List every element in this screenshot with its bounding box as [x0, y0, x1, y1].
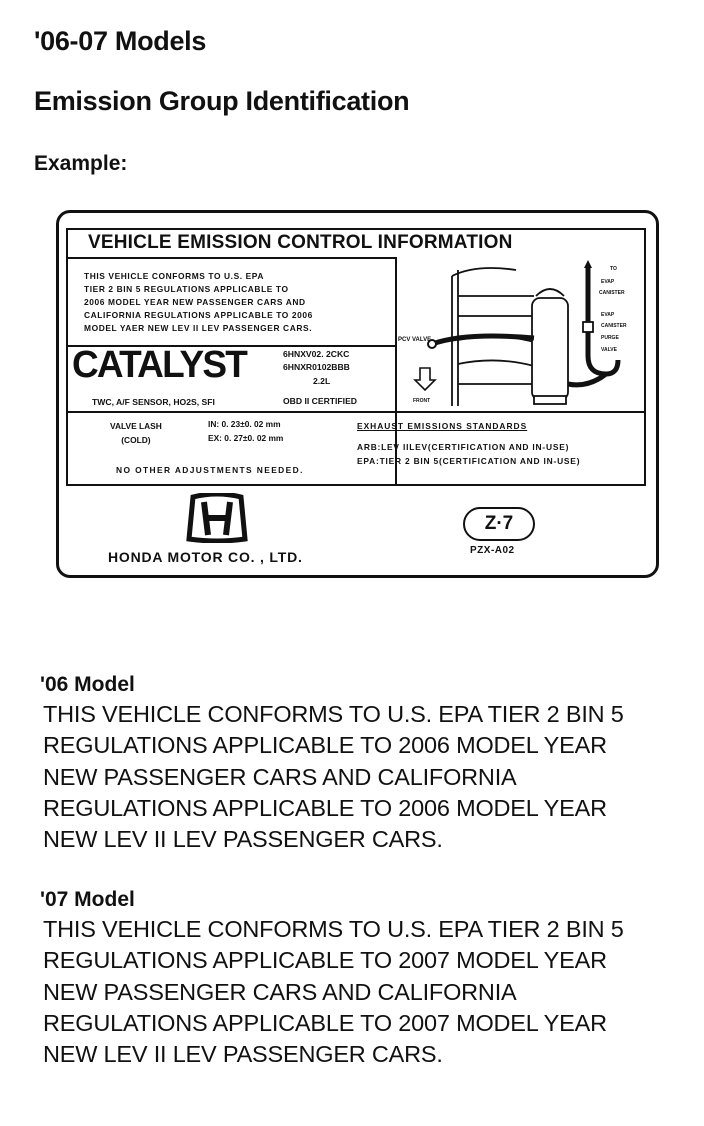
canister-label: CANISTER	[599, 290, 625, 296]
model-07-heading: '07 Model	[40, 888, 135, 911]
obd-certified: OBD II CERTIFIED	[283, 396, 358, 406]
exhaust-standards-title: EXHAUST EMISSIONS STANDARDS	[357, 421, 528, 431]
exhaust-arb-line: ARB:LEV IILEV(CERTIFICATION AND IN-USE)	[357, 442, 570, 452]
canister-label-2: CANISTER	[601, 323, 627, 329]
family-codes	[283, 348, 350, 374]
evap-family: 6HNXR0102BBB	[283, 362, 350, 372]
to-label: TO	[610, 266, 617, 272]
sensor-list: TWC, A/F SENSOR, HO2S, SFI	[92, 397, 215, 407]
displacement: 2.2L	[313, 376, 331, 386]
z7-badge: Z·7	[463, 507, 535, 541]
valve-lash-label: VALVE LASH (COLD)	[110, 421, 162, 445]
evap-label-2: EVAP	[601, 312, 615, 318]
engine-family: 6HNXV02. 2CKC	[283, 349, 350, 359]
part-number: PZX-A02	[470, 545, 515, 556]
manufacturer-name: HONDA MOTOR CO. , LTD.	[108, 549, 303, 565]
exhaust-epa-line: EPA:TIER 2 BIN 5(CERTIFICATION AND IN-USE)	[357, 456, 581, 466]
label-title: VEHICLE EMISSION CONTROL INFORMATION	[88, 232, 513, 253]
model-06-text: THIS VEHICLE CONFORMS TO U.S. EPA TIER 2 BIN 5 REGULATIONS APPLICABLE TO 2006 MODEL YEAR NEW PASSENGER CARS AND CALIFORNIA REGULATIONS APPLICABLE TO 2006 MODEL YEAR NEW LEV II LEV PASSENGER CARS.	[43, 701, 624, 853]
conformance-text: THIS VEHICLE CONFORMS TO U.S. EPA TIER 2 BIN 5 REGULATIONS APPLICABLE TO 2006 MODEL YEAR NEW PASSENGER CARS AND CALIFORNIA REGULATIONS APPLICABLE TO 2006 MODEL YAER NEW LEV II LEV PASSENGER CARS.	[84, 271, 313, 333]
model-07-text: THIS VEHICLE CONFORMS TO U.S. EPA TIER 2 BIN 5 REGULATIONS APPLICABLE TO 2007 MODEL YEAR NEW PASSENGER CARS AND CALIFORNIA REGULATIONS APPLICABLE TO 2007 MODEL YEAR NEW LEV II LEV PASSENGER CARS.	[43, 916, 624, 1068]
valve-lash-ex: EX: 0. 27±0. 02 mm	[208, 433, 284, 443]
evap-label: EVAP	[601, 279, 615, 285]
honda-logo-icon	[185, 493, 249, 543]
lower-divider	[68, 411, 644, 413]
title-divider	[68, 257, 396, 259]
valve-label: VALVE	[601, 347, 617, 353]
valve-lash-in: IN: 0. 23±0. 02 mm	[208, 419, 281, 429]
pcv-valve-label: PCV VALVE	[398, 337, 432, 343]
section-title: Emission Group Identification	[34, 86, 410, 116]
catalyst-heading: CATALYST	[72, 343, 247, 386]
purge-label: PURGE	[601, 335, 619, 341]
no-adjustments-text: NO OTHER ADJUSTMENTS NEEDED.	[116, 465, 304, 475]
page-title: '06-07 Models	[34, 26, 207, 56]
example-label: Example:	[34, 152, 128, 175]
front-label: FRONT	[413, 398, 431, 404]
model-06-heading: '06 Model	[40, 673, 135, 696]
